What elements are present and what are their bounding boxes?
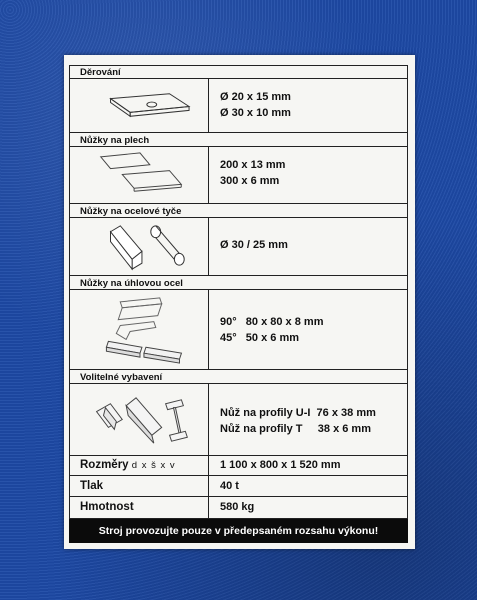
section-header-punching [70,66,407,79]
sheet-shears-value-2: 300 x 6 mm [220,175,280,187]
spec-table [69,65,408,519]
spec-row-weight [70,497,407,518]
spec-label: Tlak [80,480,104,492]
section-title: Děrování [80,67,121,78]
optional-value-1: Nůž na profily U-I 76 x 38 mm [220,407,376,419]
section-title: Nůžky na úhlovou ocel [80,278,183,289]
spec-plate [64,55,415,549]
optional-value-2: Nůž na profily T 38 x 6 mm [220,423,371,435]
spec-label: Hmotnost [80,501,134,513]
sheet-shears-value-1: 200 x 13 mm [220,159,286,171]
section-header-bar-shears [70,205,407,218]
spec-unit-text: d x š x v [131,460,176,471]
spec-row-pressure [70,476,407,497]
spec-value: 1 100 x 800 x 1 520 mm [220,459,341,471]
spec-value: 580 kg [220,501,255,513]
spec-row-dimensions [70,456,407,476]
punching-value-2: Ø 30 x 10 mm [220,107,291,119]
section-header-optional [70,371,407,384]
angle-shears-value-1: 90° 80 x 80 x 8 mm [220,316,324,328]
steel-bars-icon [70,218,209,275]
section-sheet-shears [70,147,407,204]
punched-plate-icon [70,79,209,132]
section-title: Nůžky na ocelové tyče [80,206,182,217]
section-header-sheet-shears [70,134,407,147]
sheet-cut-icon [70,147,209,203]
punching-value-1: Ø 20 x 15 mm [220,91,291,103]
warning-banner: Stroj provozujte pouze v předepsaném rozsahu výkonu! [69,519,408,543]
angle-steel-icon [70,290,209,369]
section-punching [70,79,407,133]
angle-shears-value-2: 45° 50 x 6 mm [220,332,300,344]
spec-label-text: Rozměry [80,459,129,471]
spec-label [80,459,176,471]
bar-shears-value: Ø 30 / 25 mm [220,239,288,251]
section-title: Volitelné vybavení [80,372,163,383]
section-title: Nůžky na plech [80,135,150,146]
section-optional [70,384,407,456]
section-angle-shears [70,290,407,370]
profiles-icon [70,384,209,455]
section-bar-shears [70,218,407,276]
spec-value: 40 t [220,480,239,492]
section-header-angle-shears [70,277,407,290]
